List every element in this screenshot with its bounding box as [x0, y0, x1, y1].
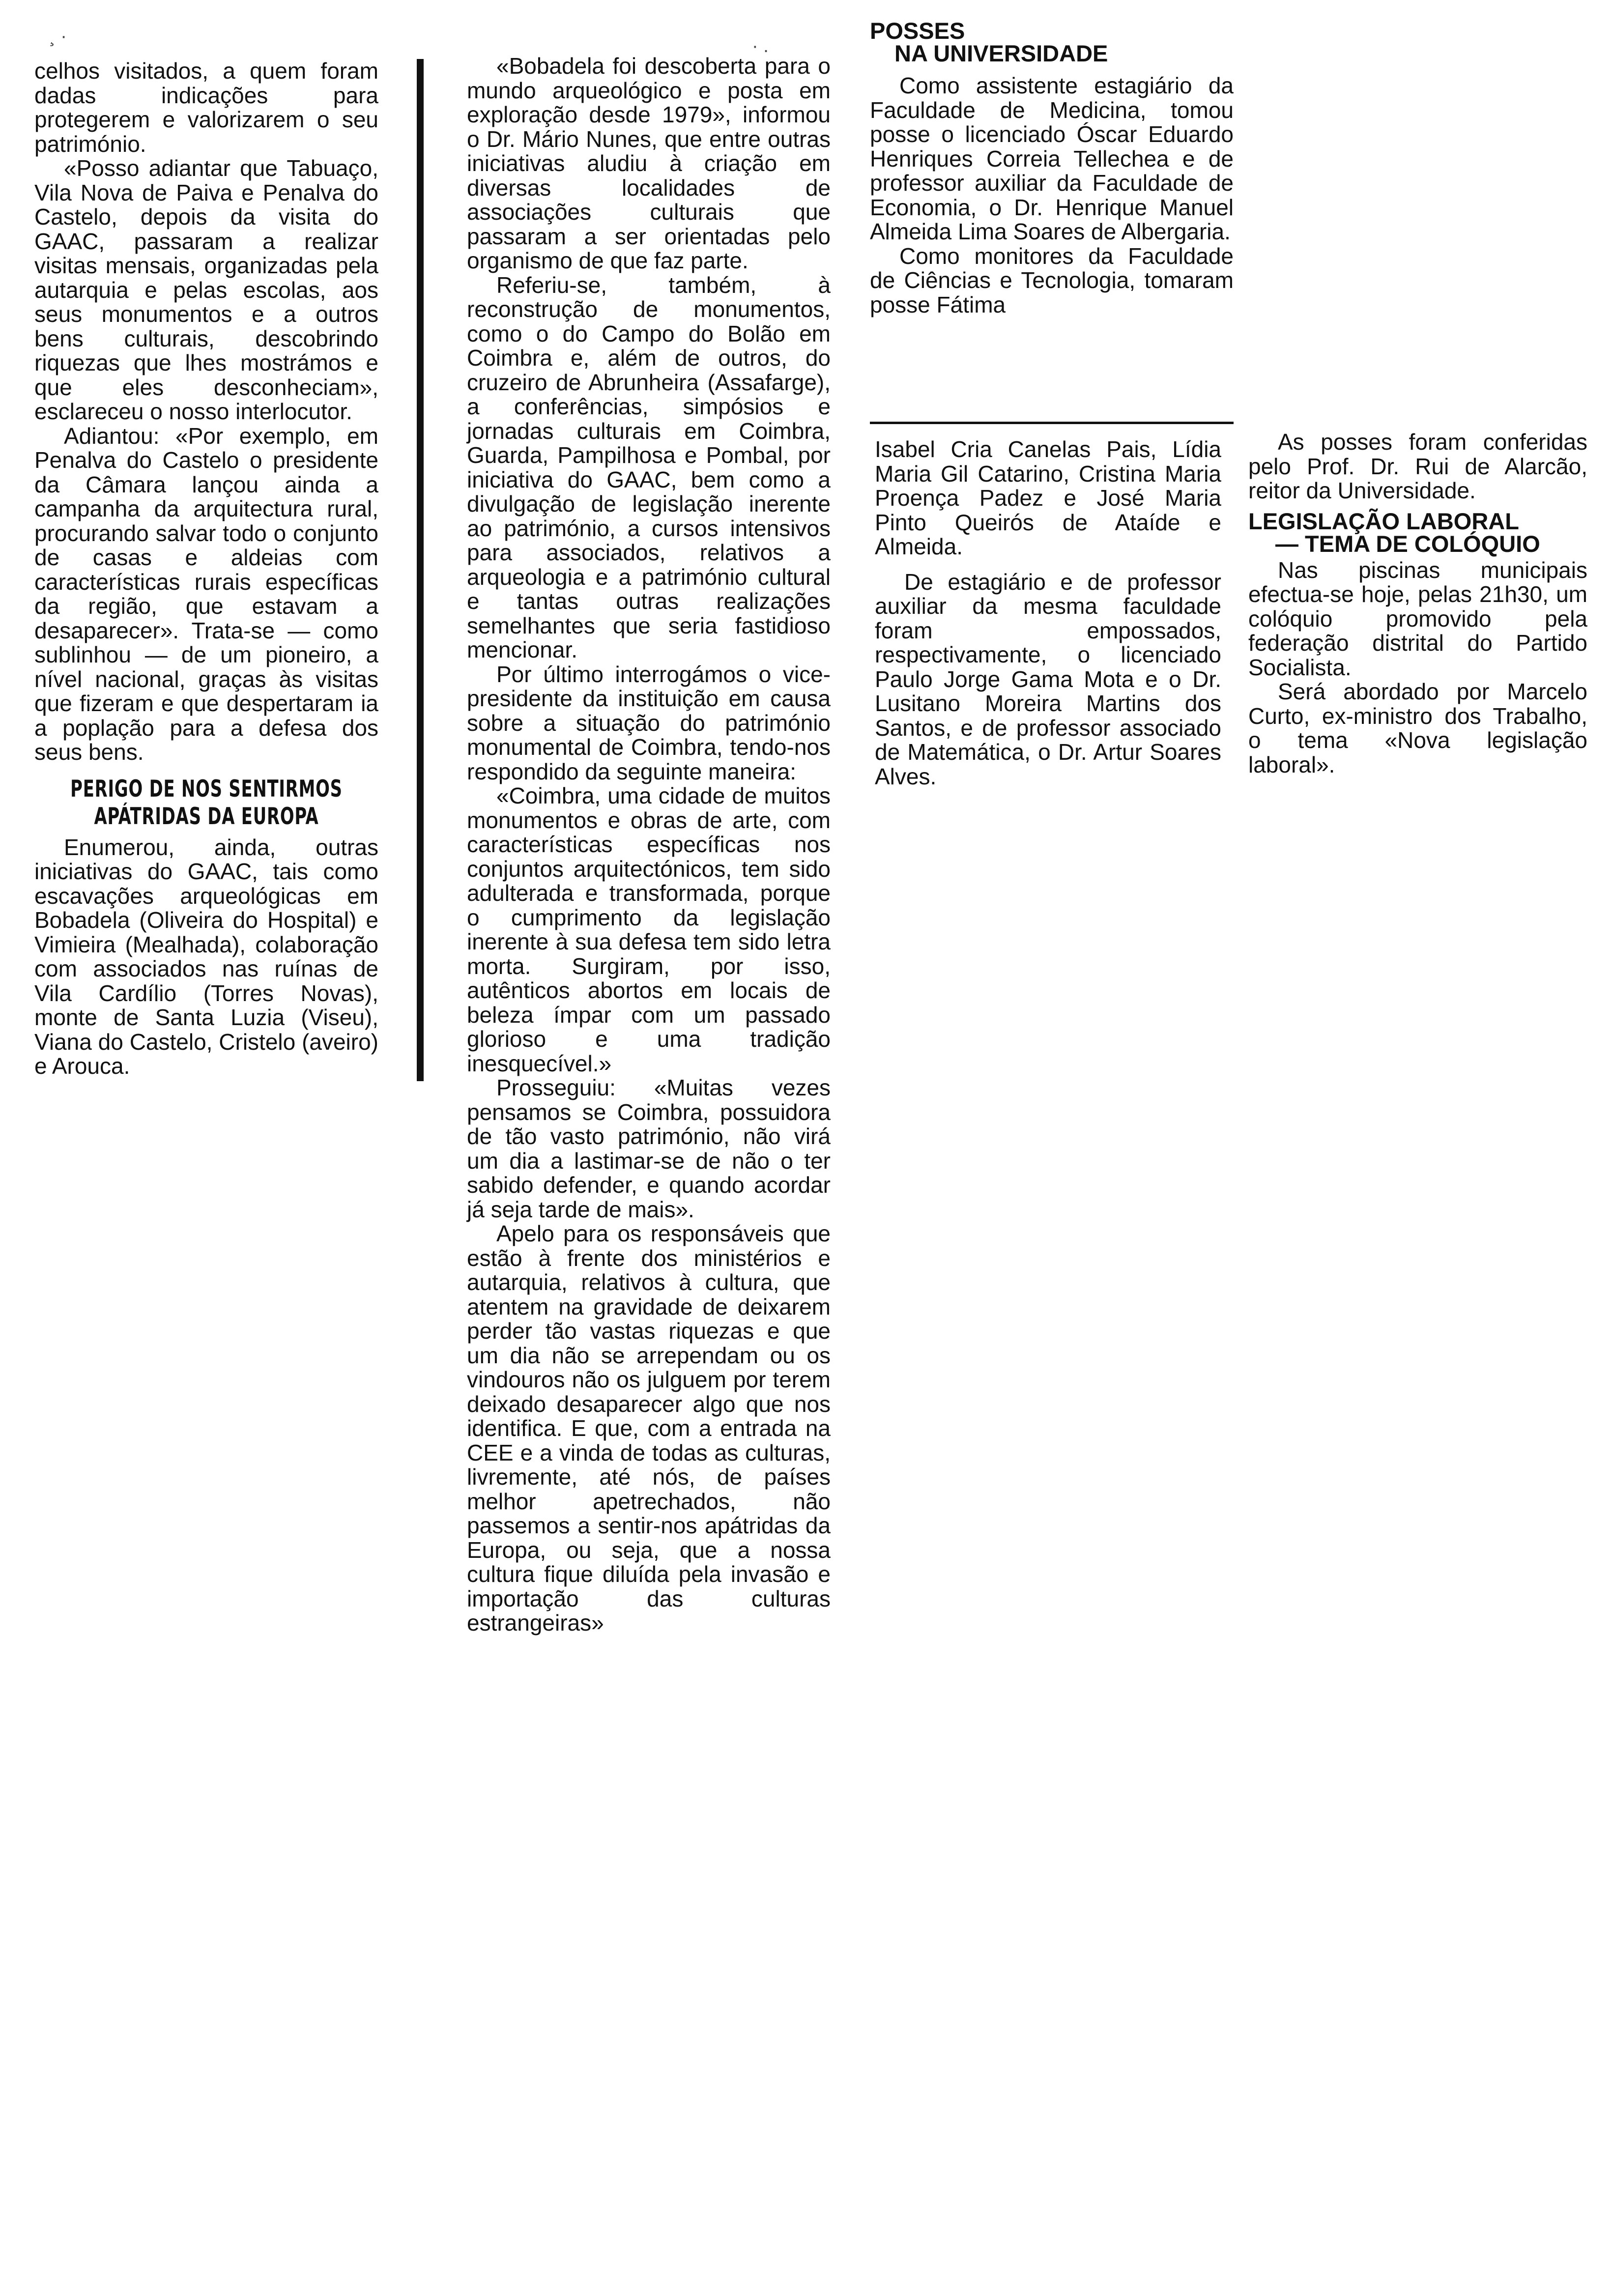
- paragraph: Prosseguiu: «Muitas vezes pensamos se Coimbra, possuidora de tão vasto património, não virá um dia a lastimar-se de não o ter sabido defender, e quando acordar já seja tarde de mais».: [467, 1075, 831, 1222]
- paragraph: As posses foram conferidas pelo Prof. Dr. Rui de Alarcão, reitor da Universidade.: [1248, 429, 1587, 503]
- heading-line: — TEMA DE COLÓQUIO: [1275, 530, 1540, 557]
- paragraph: Apelo para os responsáveis que estão à frente dos ministérios e autarquia, relativos à cultura, que atentem na gravidade de deixarem perder tão vastas riquezas e que um dia não se arrependam ou os vindouros não os julguem por terem deixado desaparecer algo que nos identifica. E que, com a entrada na CEE e a vinda de todas as culturas, livremente, até nós, de países melhor apetrechados, não passemos a sentir-nos apátridas da Europa, ou seja, que a nossa cultura fique diluída pela invasão e importação das culturas estrangeiras»: [467, 1221, 831, 1636]
- heading-line: NA UNIVERSIDADE: [894, 40, 1108, 66]
- paragraph: Referiu-se, também, à reconstrução de monumentos, como o do Campo do Bolão em Coimbra e, além de outros, do cruzeiro de Abrunheira (Assafarge), a conferências, simpósios e jornadas culturais em Coimbra, Guarda, Pampilhosa e Pombal, por iniciativa do GAAC, bem como a divulgação de legislação inerente ao património, a cursos intensivos para associados, relativos a arqueologia e a património cultural e tantas outras realizações semelhantes que seria fastidioso mencionar.: [467, 272, 831, 662]
- section-heading: PERIGO DE NOS SENTIRMOS APÁTRIDAS DA EUROPA: [70, 775, 343, 830]
- scan-speck: ¸ ·: [49, 26, 67, 47]
- paragraph: Como assistente estagiário da Faculdade de Medicina, tomou posse o licenciado Óscar Eduardo Henriques Correia Tellechea e de professor auxiliar da Faculdade de Economia, o Dr. Henrique Manuel Almeida Lima Soares de Albergaria.: [870, 73, 1234, 244]
- paragraph: Enumerou, ainda, outras iniciativas do GAAC, tais como escavações arqueológicas em Bobadela (Oliveira do Hospital) e Vimieira (Mealhada), colaboração com associados nas ruínas de Vila Cardílio (Torres Novas), monte de Santa Luzia (Viseu), Viana do Castelo, Cristelo (aveiro) e Arouca.: [34, 834, 378, 1079]
- paragraph: Isabel Cria Canelas Pais, Lídia Maria Gil Catarino, Cristina Maria Proença Padez e José Maria Pinto Queirós de Ataíde e Almeida.: [875, 436, 1221, 559]
- paragraph: «Bobadela foi descoberta para o mundo arqueológico e posta em exploração desde 1979», informou o Dr. Mário Nunes, que entre outras iniciativas aludiu à criação em diversas localidades de associações culturais que passaram a ser orientadas pelo organismo de que faz parte.: [467, 53, 831, 273]
- section-rule: [870, 422, 1234, 424]
- column-rule-1: [417, 59, 424, 1081]
- paragraph: «Posso adiantar que Tabuaço, Vila Nova de Paiva e Penalva do Castelo, depois da visita do GAAC, passaram a realizar visitas mensais, organizadas pela autarquia e pelas escolas, aos seus monumentos e a outros bens culturais, descobrindo riquezas que lhes mostrámos e que eles desconheciam», esclareceu o nosso interlocutor.: [34, 155, 378, 424]
- heading-line: POSSES: [870, 18, 965, 44]
- article-column-1: [34, 59, 378, 1079]
- paragraph: celhos visitados, a quem foram dadas indicações para protegerem e valorizarem o seu património.: [34, 58, 378, 157]
- paragraph: Como monitores da Faculdade de Ciências e Tecnologia, tomaram posse Fátima: [870, 243, 1234, 317]
- article-column-4: [1248, 430, 1587, 777]
- scan-speck: · .: [752, 36, 769, 57]
- paragraph: Adiantou: «Por exemplo, em Penalva do Castelo o presidente da Câmara lançou ainda a campanha da arquitectura rural, procurando salvar todo o conjunto de casas e aldeias com características rurais específicas da região, que estavam a desaparecer». Trata-se — como sublinhou — de um pioneiro, a nível nacional, graças às visitas que fizeram e que despertaram ia a poplação para a defesa dos seus bens.: [34, 423, 378, 765]
- article-column-3-top: [870, 20, 1234, 317]
- paragraph: Será abordado por Marcelo Curto, ex-ministro dos Trabalho, o tema «Nova legislação laboral».: [1248, 679, 1587, 777]
- paragraph: De estagiário e de professor auxiliar da mesma faculdade foram empossados, respectivamente, o licenciado Paulo Jorge Gama Mota e o Dr. Lusitano Moreira Martins dos Santos, e de professor associado de Matemática, o Dr. Artur Soares Alves.: [875, 569, 1221, 789]
- heading-line: LEGISLAÇÃO LABORAL: [1248, 508, 1519, 534]
- article-column-2: [467, 54, 831, 1636]
- paragraph: Por último interrogámos o vice-presidente da instituição em causa sobre a situação do património monumental de Coimbra, tendo-nos respondido da seguinte maneira:: [467, 661, 831, 784]
- paragraph: Nas piscinas municipais efectua-se hoje, pelas 21h30, um colóquio promovido pela federação distrital do Partido Socialista.: [1248, 557, 1587, 680]
- section-heading: [1248, 510, 1587, 555]
- section-heading: [870, 20, 1234, 65]
- paragraph: «Coimbra, uma cidade de muitos monumentos e obras de arte, com características específicas nos conjuntos arquitectónicos, tem sido adulterada e transformada, porque o cumprimento da legislação inerente à sua defesa tem sido letra morta. Surgiram, por isso, autênticos abortos em locais de beleza ímpar com um passado glorioso e uma tradição inesquecível.»: [467, 783, 831, 1076]
- article-column-3-bottom: [875, 437, 1221, 789]
